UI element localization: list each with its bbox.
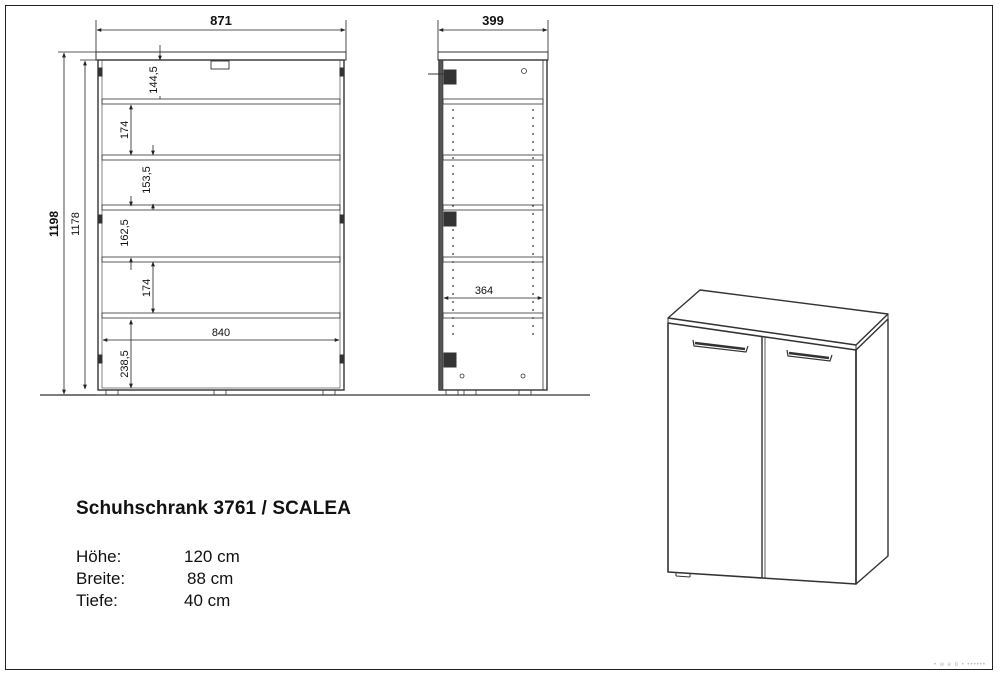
spec-value: 40 cm [184,591,231,610]
pin-hole [532,293,534,295]
pin-hole [532,197,534,199]
pin-hole [532,213,534,215]
pin-hole [532,189,534,191]
pin-hole [452,229,454,231]
spec-label: Breite: [76,569,126,588]
pin-hole [452,269,454,271]
pin-hole [532,117,534,119]
pin-hole [452,237,454,239]
spec-label: Höhe: [76,547,122,566]
pin-hole [452,157,454,159]
pin-hole [532,261,534,263]
front-view [96,52,346,395]
pin-hole [452,109,454,111]
pin-hole [452,213,454,215]
pin-hole [452,285,454,287]
pin-hole [532,333,534,335]
pin-hole [452,149,454,151]
shelf-spacing-4: 162,5 [119,219,131,247]
pin-hole [452,333,454,335]
pin-hole [532,133,534,135]
pin-hole [532,221,534,223]
front-dimension-labels [47,13,232,378]
pin-hole [532,269,534,271]
side-view [428,52,548,395]
spec-label: Tiefe: [76,591,118,610]
inner-width-label: 840 [211,327,231,339]
spec-row-height [76,546,351,568]
spec-list [76,546,351,612]
pin-hole [452,181,454,183]
pin-hole [532,309,534,311]
shelf-pin-holes [452,109,534,335]
pin-hole [532,237,534,239]
pin-hole [452,141,454,143]
pin-hole [532,125,534,127]
pin-hole [452,189,454,191]
pin-hole [532,285,534,287]
pin-hole [452,293,454,295]
pin-hole [452,309,454,311]
pin-hole [452,173,454,175]
shelf-spacing-2: 174 [119,120,131,140]
pin-hole [452,301,454,303]
cabinet-perspective [668,290,888,584]
pin-hole [532,141,534,143]
pin-hole [532,157,534,159]
pin-hole [452,253,454,255]
pin-hole [532,325,534,327]
pin-hole [452,245,454,247]
shelf-spacing-6: 238,5 [119,350,131,378]
shelf-spacing-1: 144,5 [148,66,160,94]
spec-row-depth [76,590,351,612]
side-depth-label: 399 [482,13,504,28]
pin-hole [452,325,454,327]
door-handle-right-icon [787,350,832,361]
pin-hole [452,317,454,319]
pin-hole [532,173,534,175]
pin-hole [452,261,454,263]
pin-hole [532,149,534,151]
pin-hole [532,205,534,207]
watermark: • w e b • •••••• [933,662,986,668]
pin-hole [532,301,534,303]
product-title: Schuhschrank 3761 / SCALEA [76,498,352,519]
front-height-inner-label: 1178 [70,212,82,236]
pin-hole [532,277,534,279]
pin-hole [452,197,454,199]
pin-hole [452,125,454,127]
door-handle-left-icon [693,340,748,352]
pin-hole [452,165,454,167]
pin-hole [452,205,454,207]
side-dimensions [438,20,548,298]
shelf-spacing-3: 153,5 [141,166,153,194]
pin-hole [452,133,454,135]
front-width-label: 871 [210,13,232,28]
pin-hole [452,221,454,223]
pin-hole [532,165,534,167]
pin-hole [532,181,534,183]
pin-hole [532,229,534,231]
side-inner-depth-label: 364 [474,285,494,297]
pin-hole [532,317,534,319]
spec-value: 120 cm [184,547,240,566]
pin-hole [532,253,534,255]
spec-row-width [76,568,351,590]
pin-hole [452,277,454,279]
pin-hole [532,109,534,111]
pin-hole [452,117,454,119]
pin-hole [532,245,534,247]
front-height-outer-label: 1198 [47,210,61,238]
shelf-spacing-5: 174 [141,278,153,298]
product-info [76,498,351,612]
spec-value: 88 cm [187,569,234,588]
